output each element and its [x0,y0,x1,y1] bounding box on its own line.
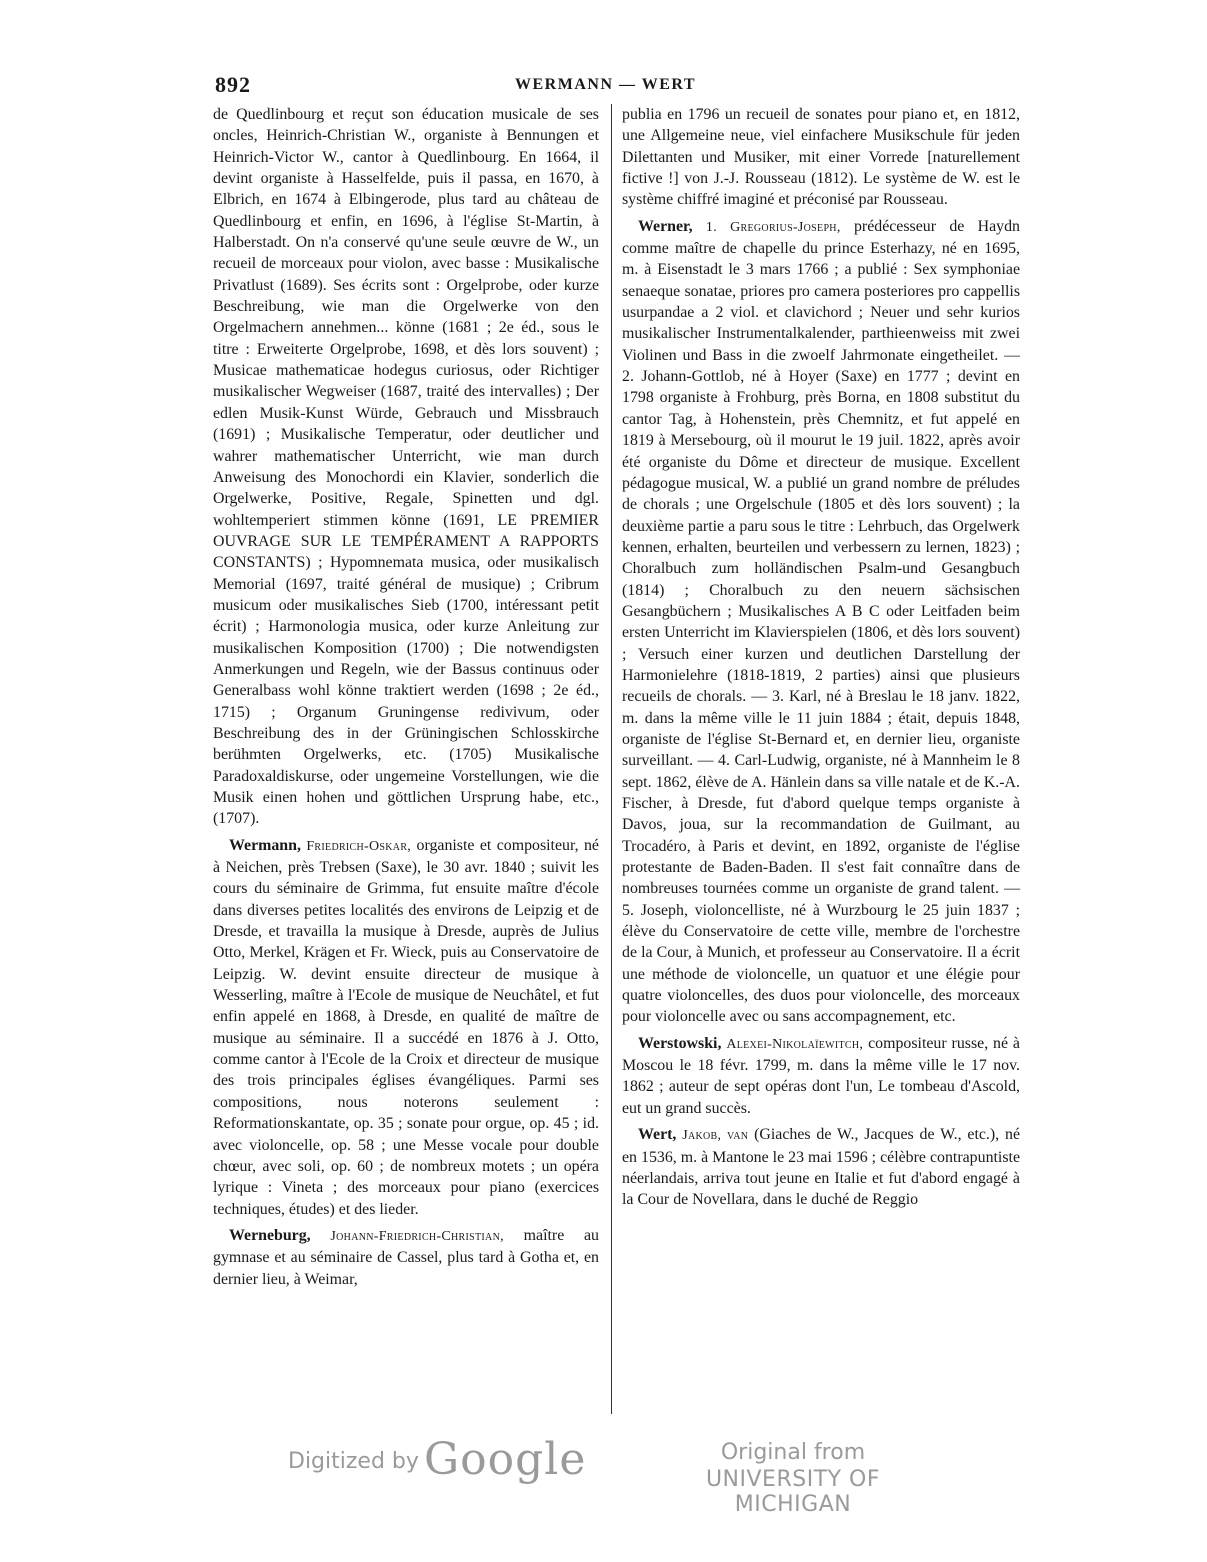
entry-headword: Werneburg, [229,1226,311,1244]
digitized-by-label: Digitized by [288,1449,419,1474]
entry-headword: Wermann, [229,836,301,854]
right-column [622,104,1020,1211]
original-from-watermark [668,1440,918,1517]
entry-text: maître au gymnase et au séminaire de Cassel, plus tard à Gotha et, en dernier lieu, à Weimar, [213,1226,599,1288]
entry-headword: Werstowski, [638,1034,722,1052]
entry-werneburg-continued: publia en 1796 un recueil de sonates pour piano et, en 1812, une Allgemeine neue, viel einfachere Musikschule für jeden Dilettanten und Musiker, mit einer Vorrede [naturellement fictive !] von J.-J. Rousseau (1812). Le système de W. est le système chiffré imaginé et préconisé par Rousseau. [622,106,1020,209]
entry-headword: Wert, [638,1126,677,1144]
entry-werstowski [622,1033,1020,1119]
original-from-label: Original from [720,1440,866,1465]
entry-given-names: Alexei-Nikolaïewitch, [726,1036,864,1052]
left-column [213,104,599,1290]
entry-text: prédécesseur de Haydn comme maître de chapelle du prince Esterhazy, né en 1695, m. à Eisenstadt le 3 mars 1766 ; a publié : Sex symphoniae senaeque sonatae, priores pro camera posteriores pro cappellis usurpandae a 2 viol. et clavichord ; Neuer und sehr kurios musikalischer Instrumentalkalender, parthieenweiss mit zwei Violinen und Bass in die zwoelf Jahrmonate eingetheilet. — 2. Johann-Gottlob, né à Hoyer (Saxe) en 1777 ; devint en 1798 organiste à Frohburg, près Borna, en 1808 substitut du cantor Tag, à Hohenstein, près Chemnitz, et fut appelé en 1819 à Mersebourg, où il mourut le 19 juil. 1822, après avoir été organiste du Dôme et directeur de musique. Excellent pédagogue musical, W. a publié un grand nombre de préludes de chorals ; une Orgelschule (1805 et dès lors souvent) ; la deuxième partie a paru sous le titre : Lehrbuch, das Orgelwerk kennen, erhalten, beurteilen und verbessern zu lernen, 1823) ; Choralbuch zum holländischen Psalm-und Gesangbuch (1814) ; Choralbuch zu den neuern sächsischen Gesangbüchern ; Musikalisches A B C oder Leitfaden beim ersten Unterricht im Klavierspielen (1806, et dès lors souvent) ; Versuch einer kurzen und deutlichen Darstellung der Harmonielehre (1818-1819, 2 parties) ainsi que plusieurs recueils de chorals. — 3. Karl, né à Breslau le 18 janv. 1822, m. dans la même ville le 11 juin 1884 ; était, depuis 1848, organiste de l'église St-Bernard et, en dernier lieu, organiste surveillant. — 4. Carl-Ludwig, organiste, né à Mannheim le 8 sept. 1862, élève de A. Hänlein dans sa ville natale et de K.-A. Fischer, à Dresde, fut d'abord quelque temps organiste à Davos, joua, sur la recommandation de Guilmant, au Trocadéro, à Paris et devint, en 1892, organiste de l'église protestante de Baden-Baden. Il s'est fait connaître dans de nombreuses tournées comme un organiste de grand talent. — 5. Joseph, violoncelliste, né à Wurzbourg le 25 juin 1837 ; élève du Conservatoire de cette ville, membre de l'orchestre de la Cour, à Munich, et professeur au Conservatoire. Il a écrit une méthode de violoncelle, un quatuor et une élégie pour quatre violoncelles, des duos pour violoncelle, des morceaux pour violoncelle avec ou sans accompagnement, etc. [622,217,1020,1026]
column-divider [611,104,612,1414]
entry-given-names: Friedrich-Oskar, [306,838,412,854]
entry-headword: Werner, [638,217,693,235]
google-logo: Google [424,1434,587,1485]
entry-werckmeister-continued: de Quedlinbourg et reçut son éducation musicale de ses oncles, Heinrich-Christian W., organiste à Bennungen et Heinrich-Victor W., cantor à Quedlinbourg. En 1664, il devint organiste à Hasselfelde, puis il passa, en 1670, à Elbrich, en 1674 à Elbingerode, plus tard au château de Quedlinbourg et enfin, en 1696, à l'église St-Martin, à Halberstadt. On n'a conservé qu'une seule œuvre de W., un recueil de morceaux pour violon, avec basse : Musikalische Privatlust (1689). Ses écrits sont : Orgelprobe, oder kurze Beschreibung, wie man die Orgelwerke von den Orgelmachern annehmen... könne (1681 ; 2e éd., sous le titre : Erweiterte Orgelprobe, 1698, et dès lors souvent) ; Musicae mathematicae hodegus curiosus, oder Richtiger musikalischer Wegweiser (1687, traité des intervalles) ; Der edlen Musik-Kunst Würde, Gebrauch und Missbrauch (1691) ; Musikalische Temperatur, oder deutlicher und wahrer mathematischer Unterricht, wie man durch Anweisung des Monochordi ein Klavier, sonderlich die Orgelwerke, Positive, Regale, Spinetten und dgl. wohltemperiert stimmen könne (1691, LE PREMIER OUVRAGE SUR LE TEMPÉRAMENT A RAPPORTS CONSTANTS) ; Hypomnemata musica, oder musikalisch Memorial (1697, traité général de musique) ; Cribrum musicum oder musikalisches Sieb (1700, intéressant petit écrit) ; Harmonologia musica, oder kurze Anleitung zur musikalischen Komposition (1700) ; Die notwendigsten Anmerkungen und Regeln, wie der Bassus continuus oder Generalbass wohl könne traktiert werden (1698 ; 2e éd., 1715) ; Organum Gruningense redivivum, oder Beschreibung des in der Grüningischen Schlosskirche berühmten Orgelwerks, etc. (1705) Musikalische Paradoxaldiskurse, oder ungemeine Vorstellungen, wie die Musik einen hohen und göttlichen Ursprung habe, etc., (1707). [213,106,599,828]
running-title: WERMANN — WERT [515,76,697,93]
entry-wermann [213,835,599,1220]
entry-text: organiste et compositeur, né à Neichen, près Trebsen (Saxe), le 30 avr. 1840 ; suivit les cours du séminaire de Grimma, fut ensuite maître d'école dans diverses petites localités des environs de Leipzig et de Dresde, et travailla la musique à Dresde, auprès de Julius Otto, Merkel, Krägen et Fr. Wieck, puis au Conservatoire de Leipzig. W. devint ensuite directeur de musique à Wesserling, maître à l'Ecole de musique de Neuchâtel, et fut enfin appelé en 1868, à Dresde, en qualité de maître de musique au séminaire. Il a succédé en 1876 à J. Otto, comme cantor à l'Ecole de la Croix et directeur de musique des trois principales églises évangéliques. Parmi ses compositions, nous noterons seulement : Reformationskantate, op. 35 ; sonate pour orgue, op. 45 ; id. avec violoncelle, op. 58 ; une Messe vocale pour double chœur, avec soli, op. 60 ; de nombreux motets ; un opéra lyrique : Vineta ; des morceaux pour piano (exercices techniques, études) et des lieder. [213,836,599,1218]
entry-text: compositeur russe, né à Moscou le 18 févr. 1799, m. dans la même ville le 17 nov. 1862 ; auteur de sept opéras dont l'un, Le tombeau d'Ascold, eut un grand succès. [622,1034,1020,1117]
entry-given-names: Jakob, van [682,1128,749,1144]
entry-werneburg [213,1225,599,1290]
entry-given-names: 1. Gregorius-Joseph, [705,219,841,235]
digitized-by-watermark [288,1434,586,1485]
page-number: 892 [215,72,251,97]
university-label: UNIVERSITY OF MICHIGAN [705,1467,881,1517]
entry-given-names: Johann-Friedrich-Christian, [330,1228,504,1244]
entry-text: (Giaches de W., Jacques de W., etc.), né en 1536, m. à Mantone le 23 mai 1596 ; célèbre contrapuntiste néerlandais, arriva tout jeune en Italie et fut d'abord engagé à la Cour de Novellara, dans le duché de Reggio [622,1126,1020,1209]
entry-werner [622,216,1020,1028]
entry-wert [622,1124,1020,1210]
page-header [215,72,1025,102]
